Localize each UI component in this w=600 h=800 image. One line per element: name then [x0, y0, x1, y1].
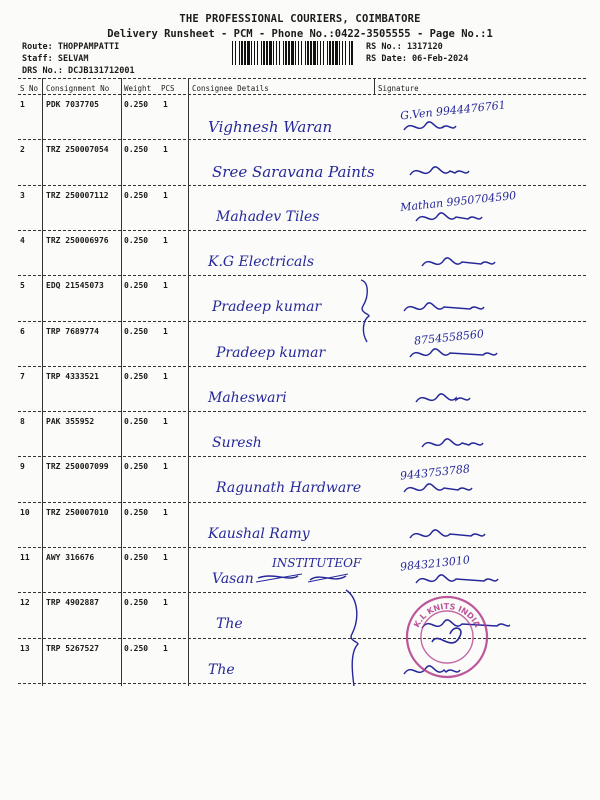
brace-mark [355, 276, 375, 346]
row-weight: 0.250 [124, 145, 149, 155]
row-separator [18, 366, 586, 367]
row-weight: 0.250 [124, 100, 149, 109]
barcode-bar [317, 41, 318, 65]
consignee-name: Vighnesh Waran [208, 118, 333, 136]
col-divider [42, 78, 43, 686]
barcode-bar [329, 41, 331, 65]
row-pcs: 1 [163, 371, 168, 381]
row-consignment-no: TRP 4902887 [46, 598, 99, 608]
consignee-name: Pradeep kumar [212, 299, 322, 316]
row-pcs: 1 [163, 145, 168, 155]
row-consignment-no: PDK 7037705 [46, 100, 99, 109]
col-header-signature: Signature [378, 84, 419, 93]
col-divider [121, 78, 122, 686]
handwritten-annotation: INSTITUTEOF [272, 556, 362, 570]
barcode-bar [313, 41, 316, 65]
barcode-bar [244, 41, 246, 65]
signature-note: 9843213010 [399, 553, 471, 574]
row-consignment-no: TRP 5267527 [46, 643, 99, 653]
signature-scribble [414, 207, 504, 229]
row-pcs: 1 [163, 462, 168, 472]
row-sno: 11 [20, 553, 30, 562]
row-consignment-no: TRZ 250007099 [46, 462, 109, 472]
barcode-bar [327, 41, 328, 65]
row-separator [18, 275, 586, 276]
barcode-bar [276, 41, 277, 65]
barcode-bar [305, 41, 306, 65]
signature-note: 8754558560 [413, 326, 485, 348]
svg-text:K.L KNITS INDIA: K.L KNITS INDIA [412, 601, 482, 629]
barcode-bar [263, 41, 265, 65]
row-weight: 0.250 [124, 643, 149, 653]
route-label: Route: THOPPAMPATTI [22, 42, 120, 52]
row-consignment-no: TRP 7689774 [46, 326, 99, 336]
row-sno: 8 [20, 417, 25, 427]
row-weight: 0.250 [124, 507, 149, 517]
barcode-bar [295, 41, 296, 65]
consignee-name: Sree Saravana Paints [212, 163, 375, 182]
row-separator [18, 638, 586, 639]
signature-note: 9443753788 [399, 462, 471, 484]
col-header-weight: Weight [124, 84, 152, 93]
col-header-consignee: Consignee Details [192, 84, 269, 93]
barcode-bar [342, 41, 343, 65]
rs-number: RS No.: 1317120 [366, 42, 443, 52]
row-pcs: 1 [163, 100, 168, 109]
row-pcs: 1 [163, 326, 168, 336]
barcode-bar [298, 41, 299, 65]
row-separator [18, 592, 586, 593]
row-sno: 12 [20, 598, 30, 608]
row-pcs: 1 [163, 598, 168, 608]
row-pcs: 1 [163, 281, 168, 291]
barcode-bar [332, 41, 334, 65]
signature-scribble [414, 569, 504, 591]
row-separator [18, 456, 586, 457]
consignee-name: Maheswari [208, 389, 287, 406]
barcode-bar [310, 41, 312, 65]
consignee-name: The [208, 661, 235, 678]
barcode-bar [323, 41, 324, 65]
consignee-name: Vasan [212, 571, 254, 587]
barcode [232, 41, 356, 65]
barcode-bar [241, 41, 243, 65]
barcode-bar [301, 41, 302, 65]
company-stamp [404, 594, 490, 680]
consignee-name: Kaushal Ramy [208, 525, 310, 542]
row-sno: 7 [20, 371, 25, 381]
col-divider [188, 78, 189, 686]
row-pcs: 1 [163, 507, 168, 517]
col-header-consignment: Consignment No [46, 84, 110, 93]
row-sno: 2 [20, 145, 25, 155]
barcode-bar [269, 41, 272, 65]
barcode-bar [288, 41, 290, 65]
col-header-sno: S No [20, 84, 39, 93]
col-header-pcs: PCS [161, 84, 175, 93]
signature-note: Mathan 9950704590 [399, 188, 517, 214]
row-sno: 3 [20, 190, 25, 200]
staff-label: Staff: SELVAM [22, 54, 89, 64]
barcode-bar [254, 41, 255, 65]
row-sno: 10 [20, 507, 30, 517]
row-sno: 9 [20, 462, 25, 472]
row-sno: 4 [20, 235, 25, 245]
barcode-bar [266, 41, 268, 65]
row-consignment-no: TRZ 250006976 [46, 235, 109, 245]
row-pcs: 1 [163, 235, 168, 245]
signature-scribble [402, 478, 492, 500]
row-separator [18, 230, 586, 231]
barcode-bar [320, 41, 321, 65]
signature-scribble [414, 388, 504, 410]
row-pcs: 1 [163, 643, 168, 653]
row-weight: 0.250 [124, 371, 149, 381]
header-top-rule [18, 78, 586, 79]
col-divider [374, 78, 375, 94]
consignee-name: K.G Electricals [208, 253, 315, 270]
barcode-bar [283, 41, 284, 65]
row-weight: 0.250 [124, 235, 149, 245]
signature-scribble [402, 297, 492, 319]
row-separator [18, 139, 586, 140]
signature-scribble [420, 252, 510, 274]
row-weight: 0.250 [124, 462, 149, 472]
row-sno: 6 [20, 326, 25, 336]
barcode-bar [345, 41, 346, 65]
signature-scribble [402, 116, 492, 138]
barcode-bar [291, 41, 294, 65]
barcode-bar [273, 41, 274, 65]
row-weight: 0.250 [124, 417, 149, 427]
barcode-bar [285, 41, 287, 65]
row-weight: 0.250 [124, 553, 149, 562]
signature-scribble [408, 524, 498, 546]
consignee-name: Ragunath Hardware [216, 480, 362, 497]
strikeout-mark [254, 570, 350, 586]
row-consignment-no: TRP 4333521 [46, 371, 99, 381]
barcode-bar [335, 41, 338, 65]
barcode-bar [279, 41, 280, 65]
barcode-bar [339, 41, 340, 65]
row-separator [18, 411, 586, 412]
signature-scribble [408, 161, 498, 183]
consignee-name: Mahadev Tiles [216, 208, 320, 225]
consignee-name: Suresh [212, 435, 262, 452]
barcode-bar [257, 41, 258, 65]
barcode-bar [351, 41, 353, 65]
barcode-bar [232, 41, 233, 65]
barcode-bar [307, 41, 309, 65]
signature-note: G.Ven 9944476761 [399, 98, 507, 123]
row-separator [18, 683, 586, 684]
row-consignment-no: TRZ 250007010 [46, 507, 109, 517]
row-consignment-no: TRZ 250007054 [46, 145, 109, 155]
row-sno: 1 [20, 100, 25, 109]
barcode-bar [349, 41, 350, 65]
consignee-name: The [216, 616, 243, 633]
barcode-bar [239, 41, 240, 65]
document-subtitle: Delivery Runsheet - PCM - Phone No.:0422-3505555 - Page No.:1 [107, 28, 493, 40]
row-pcs: 1 [163, 553, 168, 562]
row-weight: 0.250 [124, 326, 149, 336]
row-consignment-no: PAK 355952 [46, 417, 95, 427]
consignee-name: Pradeep kumar [216, 344, 326, 361]
rs-date: RS Date: 06-Feb-2024 [366, 54, 469, 64]
document-title: THE PROFESSIONAL COURIERS, COIMBATORE [179, 13, 421, 25]
barcode-bar [247, 41, 250, 65]
row-pcs: 1 [163, 417, 168, 427]
row-weight: 0.250 [124, 598, 149, 608]
drs-number: DRS No.: DCJB131712001 [22, 66, 135, 76]
signature-scribble [408, 343, 498, 365]
row-pcs: 1 [163, 190, 168, 200]
row-separator [18, 321, 586, 322]
header-bottom-rule [18, 94, 586, 95]
barcode-bar [235, 41, 236, 65]
row-weight: 0.250 [124, 281, 149, 291]
row-sno: 5 [20, 281, 25, 291]
row-separator [18, 502, 586, 503]
row-consignment-no: TRZ 250007112 [46, 190, 109, 200]
signature-scribble [420, 433, 510, 455]
row-separator [18, 547, 586, 548]
brace-mark [340, 588, 366, 688]
row-consignment-no: EDQ 21545073 [46, 281, 104, 291]
row-consignment-no: AWY 316676 [46, 553, 95, 562]
row-separator [18, 185, 586, 186]
barcode-bar [251, 41, 252, 65]
row-weight: 0.250 [124, 190, 149, 200]
barcode-bar [261, 41, 262, 65]
row-sno: 13 [20, 643, 30, 653]
